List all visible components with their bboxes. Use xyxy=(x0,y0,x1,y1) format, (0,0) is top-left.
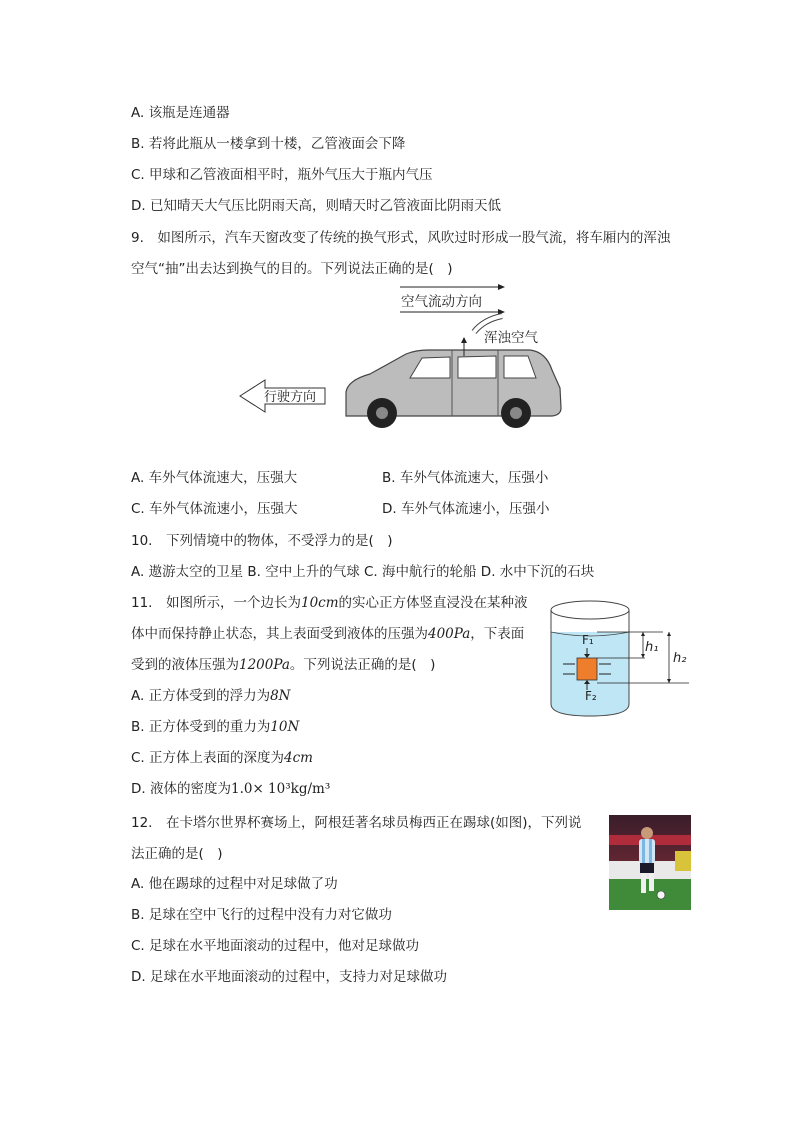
q11-stem-line2: 体中而保持静止状态，其上表面受到液体的压强为400Pa，下表面 xyxy=(131,626,525,642)
dirty-air-label: 浑浊空气 xyxy=(484,330,538,346)
q10-stem: 10. 下列情境中的物体，不受浮力的是( ) xyxy=(131,533,393,549)
label-f1: F₁ xyxy=(582,633,594,647)
q8-option-b: B. 若将此瓶从一楼拿到十楼，乙管液面会下降 xyxy=(131,136,406,152)
q11-option-b: B. 正方体受到的重力为10N xyxy=(131,719,300,735)
q12-option-b: B. 足球在空中飞行的过程中没有力对它做功 xyxy=(131,907,392,923)
car-figure xyxy=(230,280,570,435)
q8-option-c: C. 甲球和乙管液面相平时，瓶外气压大于瓶内气压 xyxy=(131,167,433,183)
q12-stem-line1: 12. 在卡塔尔世界杯赛场上，阿根廷著名球员梅西正在踢球(如图)，下列说 xyxy=(131,815,582,831)
q11-option-c: C. 正方体上表面的深度为4cm xyxy=(131,750,313,766)
car-window-middle xyxy=(458,356,496,378)
q9-option-b: B. 车外气体流速大，压强小 xyxy=(382,470,549,486)
q9-option-c: C. 车外气体流速小，压强大 xyxy=(131,501,298,517)
q9-option-d: D. 车外气体流速小，压强小 xyxy=(382,501,550,517)
q11-stem-line1: 11. 如图所示，一个边长为10cm的实心正方体竖直浸没在某种液 xyxy=(131,595,528,611)
airflow-label: 空气流动方向 xyxy=(401,294,482,310)
q12-option-d: D. 足球在水平地面滚动的过程中，支持力对足球做功 xyxy=(131,969,447,985)
q11-option-a: A. 正方体受到的浮力为8N xyxy=(131,688,291,704)
football-player-photo xyxy=(609,815,691,910)
q9-option-a: A. 车外气体流速大，压强大 xyxy=(131,470,298,486)
label-f2: F₂ xyxy=(585,689,597,703)
cube-in-liquid-figure xyxy=(545,596,695,721)
label-h2: h₂ xyxy=(673,651,687,666)
q10-options: A. 遨游太空的卫星 B. 空中上升的气球 C. 海中航行的轮船 D. 水中下沉的石块 xyxy=(131,564,595,580)
q8-option-a: A. 该瓶是连通器 xyxy=(131,105,230,121)
q12-option-c: C. 足球在水平地面滚动的过程中，他对足球做功 xyxy=(131,938,420,954)
q8-option-d: D. 已知晴天大气压比阴雨天高，则晴天时乙管液面比阴雨天低 xyxy=(131,198,501,214)
q9-stem-line1: 9. 如图所示，汽车天窗改变了传统的换气形式，风吹过时形成一股气流，将车厢内的浑浊 xyxy=(131,230,671,246)
driving-direction-label: 行驶方向 xyxy=(264,390,317,405)
q12-stem-line2: 法正确的是( ) xyxy=(131,846,223,862)
cube xyxy=(577,658,597,680)
airflow-arrowhead-top xyxy=(498,284,505,290)
label-h1: h₁ xyxy=(645,640,659,655)
q9-stem-line2: 空气“抽”出去达到换气的目的。下列说法正确的是( ) xyxy=(131,261,453,277)
q12-option-a: A. 他在踢球的过程中对足球做了功 xyxy=(131,876,338,892)
q11-stem-line3: 受到的液体压强为1200Pa。下列说法正确的是( ) xyxy=(131,657,436,673)
q11-option-d: D. 液体的密度为1.0× 10³kg/m³ xyxy=(131,781,331,797)
beaker-rim xyxy=(551,601,629,619)
